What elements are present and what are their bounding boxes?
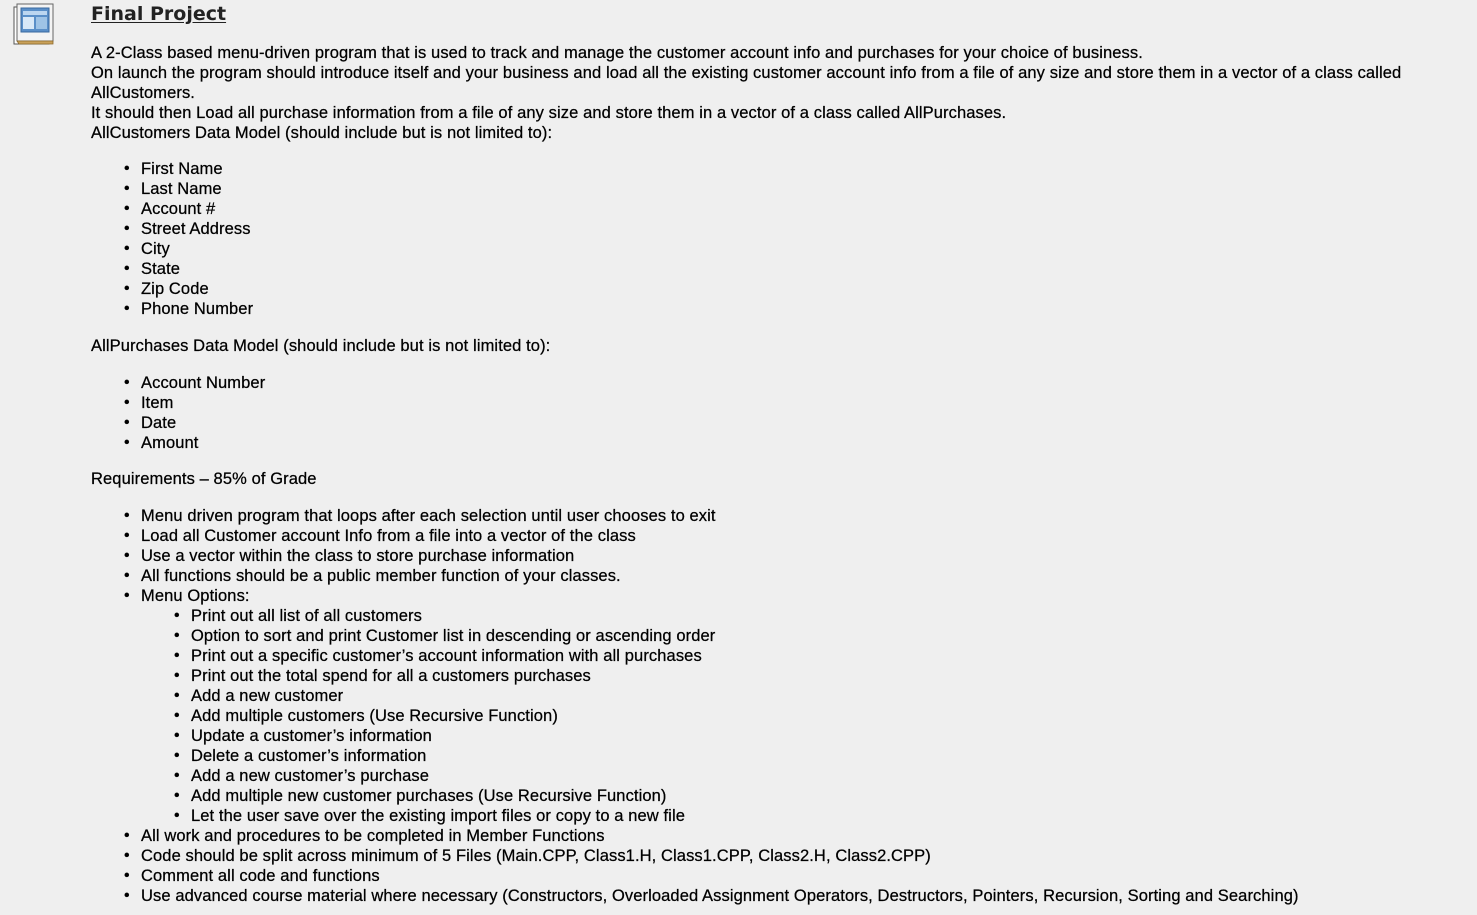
- page-title: Final Project: [91, 3, 227, 25]
- list-item: • Print out the total spend for all a customers purchases: [141, 666, 1299, 686]
- purchases-model-heading: AllPurchases Data Model (should include but is not limited to):: [91, 337, 551, 355]
- list-item: • Menu driven program that loops after each selection until user chooses to exit: [91, 506, 1299, 526]
- list-item: • Account Number: [91, 373, 265, 393]
- list-item: • First Name: [91, 159, 253, 179]
- list-item: • Print out all list of all customers: [141, 606, 1299, 626]
- list-item: • Update a customer’s information: [141, 726, 1299, 746]
- list-item: • Item: [91, 393, 265, 413]
- list-item: • City: [91, 239, 253, 259]
- customers-model-list: [91, 159, 253, 319]
- list-item: • Last Name: [91, 179, 253, 199]
- list-item: • Phone Number: [91, 299, 253, 319]
- list-item: • All work and procedures to be completed in Member Functions: [91, 826, 1299, 846]
- list-item: • Use advanced course material where necessary (Constructors, Overloaded Assignment Operators, Destructors, Pointers, Recursion, Sorting and Searching): [91, 886, 1299, 906]
- customers-model-heading: AllCustomers Data Model (should include but is not limited to):: [91, 124, 553, 142]
- intro-line-2: On launch the program should introduce itself and your business and load all the existing customer account info from a file of any size and store them in a vector of a class called AllCustomers.: [91, 64, 1402, 102]
- list-item: • Add a new customer’s purchase: [141, 766, 1299, 786]
- list-item: • Date: [91, 413, 265, 433]
- intro-text: [91, 43, 1471, 143]
- purchases-model-list: [91, 373, 265, 453]
- list-item: • Load all Customer account Info from a file into a vector of the class: [91, 526, 1299, 546]
- requirements-heading: Requirements – 85% of Grade: [91, 470, 317, 488]
- list-item: • Amount: [91, 433, 265, 453]
- requirements-list: [91, 506, 1299, 906]
- list-item: • Add a new customer: [141, 686, 1299, 706]
- menu-options-list: [141, 606, 1299, 826]
- menu-options-label: Menu Options:: [141, 587, 250, 605]
- list-item: • Add multiple customers (Use Recursive Function): [141, 706, 1299, 726]
- list-item: • Comment all code and functions: [91, 866, 1299, 886]
- intro-line-1: A 2-Class based menu-driven program that is used to track and manage the customer account info and purchases for your choice of business.: [91, 44, 1143, 62]
- document-icon: [13, 2, 57, 46]
- list-item: • Account #: [91, 199, 253, 219]
- list-item: • Use a vector within the class to store purchase information: [91, 546, 1299, 566]
- list-item: [91, 586, 1299, 826]
- list-item: • State: [91, 259, 253, 279]
- list-item: • Street Address: [91, 219, 253, 239]
- list-item: • Code should be split across minimum of 5 Files (Main.CPP, Class1.H, Class1.CPP, Class2.H, Class2.CPP): [91, 846, 1299, 866]
- list-item: • Print out a specific customer’s account information with all purchases: [141, 646, 1299, 666]
- list-item: • Let the user save over the existing import files or copy to a new file: [141, 806, 1299, 826]
- list-item: • Delete a customer’s information: [141, 746, 1299, 766]
- intro-line-3: It should then Load all purchase information from a file of any size and store them in a vector of a class called AllPurchases.: [91, 104, 1007, 122]
- list-item: • Option to sort and print Customer list in descending or ascending order: [141, 626, 1299, 646]
- list-item: • All functions should be a public member function of your classes.: [91, 566, 1299, 586]
- list-item: • Add multiple new customer purchases (Use Recursive Function): [141, 786, 1299, 806]
- list-item: • Zip Code: [91, 279, 253, 299]
